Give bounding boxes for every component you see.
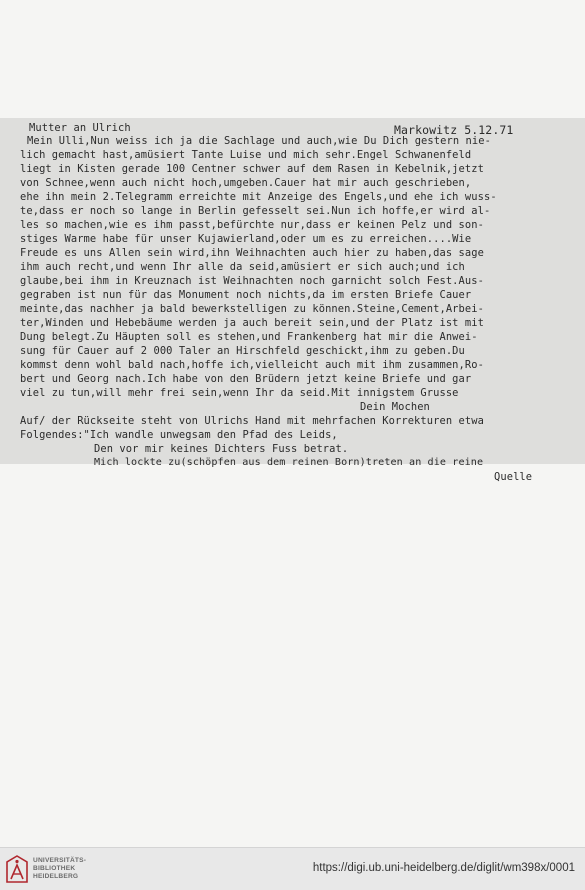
note-line: Folgendes:"Ich wandle unwegsam den Pfad des Leids,: [20, 429, 338, 441]
letter-line: les so machen,wie es ihm passt,befürchte nur,dass er keinen Pelz und son-: [20, 219, 484, 231]
letter-line: Freude es uns Allen sein wird,ihn Weihnachten auch hier zu haben,das sage: [20, 247, 484, 259]
letter-line: ter,Winden und Hebebäume werden ja auch bereit sein,und der Platz ist mit: [20, 317, 484, 329]
letter-header-place-date: Markowitz 5.12.71: [394, 123, 514, 137]
letter-line: te,dass er noch so lange in Berlin gefesselt sei.Nun ich hoffe,er wird al-: [20, 205, 491, 217]
letter-line: bert und Georg nach.Ich habe von den Brüdern jetzt keine Briefe und gar: [20, 373, 472, 385]
typewritten-letter: [0, 118, 585, 483]
letter-line: sung für Cauer auf 2 000 Taler an Hirschfeld geschickt,ihm zu geben.Du: [20, 345, 465, 357]
letter-signature: Dein Mochen: [360, 401, 430, 413]
viewer-footer: [0, 847, 585, 890]
letter-line: viel zu tun,will mehr frei sein,wenn Ihr da seid.Mit innigstem Grusse: [20, 387, 459, 399]
letter-line: stiges Warme habe für unser Kujawierland,oder um es zu erreichen....Wie: [20, 233, 472, 245]
library-logo-text: [33, 857, 86, 881]
note-line: Auf/ der Rückseite steht von Ulrichs Hand mit mehrfachen Korrekturen etwa: [20, 415, 484, 427]
letter-line: Dung belegt.Zu Häupten soll es stehen,und Frankenberg hat mir die Anwei-: [20, 331, 478, 343]
logo-line: BIBLIOTHEK: [33, 865, 76, 872]
letter-line: gegraben ist nun für das Monument noch nichts,da im ersten Briefe Cauer: [20, 289, 472, 301]
letter-line: kommst denn wohl bald nach,hoffe ich,vielleicht auch mit ihm zusammen,Ro-: [20, 359, 484, 371]
letter-line: glaube,bei ihm in Kreuznach ist Weihnachten noch garnicht solch Fest.Aus-: [20, 275, 484, 287]
letter-line: ihm auch recht,und wenn Ihr alle da seid,amüsiert er sich auch;und ich: [20, 261, 465, 273]
letter-line: meinte,das nachher ja bald bewerkstelligen zu können.Steine,Cement,Arbei-: [20, 303, 484, 315]
letter-line: liegt in Kisten gerade 100 Centner schwer auf dem Rasen in Kebelnik,jetzt: [20, 163, 484, 175]
poem-line: Mich lockte zu(schöpfen aus dem reinen Born)treten an die reine: [94, 457, 484, 468]
poem-line: Den vor mir keines Dichters Fuss betrat.: [94, 443, 349, 455]
letter-header-recipient: Mutter an Ulrich: [29, 122, 131, 134]
university-seal-icon: [6, 855, 28, 883]
letter-line: von Schnee,wenn auch nicht hoch,umgeben.Cauer hat mir auch geschrieben,: [20, 177, 472, 189]
permalink-url[interactable]: https://digi.ub.uni-heidelberg.de/diglit/wm398x/0001: [312, 862, 575, 874]
logo-line: UNIVERSITÄTS-: [33, 857, 87, 864]
poem-line-end: Quelle: [494, 471, 533, 483]
letter-line: ehe ihn mein 2.Telegramm erreichte mit Anzeige des Engels,und ehe ich wuss-: [20, 191, 497, 203]
letter-line: Mein Ulli,Nun weiss ich ja die Sachlage und auch,wie Du Dich gestern nie-: [27, 135, 491, 147]
letter-line: lich gemacht hast,amüsiert Tante Luise und mich sehr.Engel Schwanenfeld: [20, 149, 472, 161]
logo-line: HEIDELBERG: [33, 873, 79, 880]
